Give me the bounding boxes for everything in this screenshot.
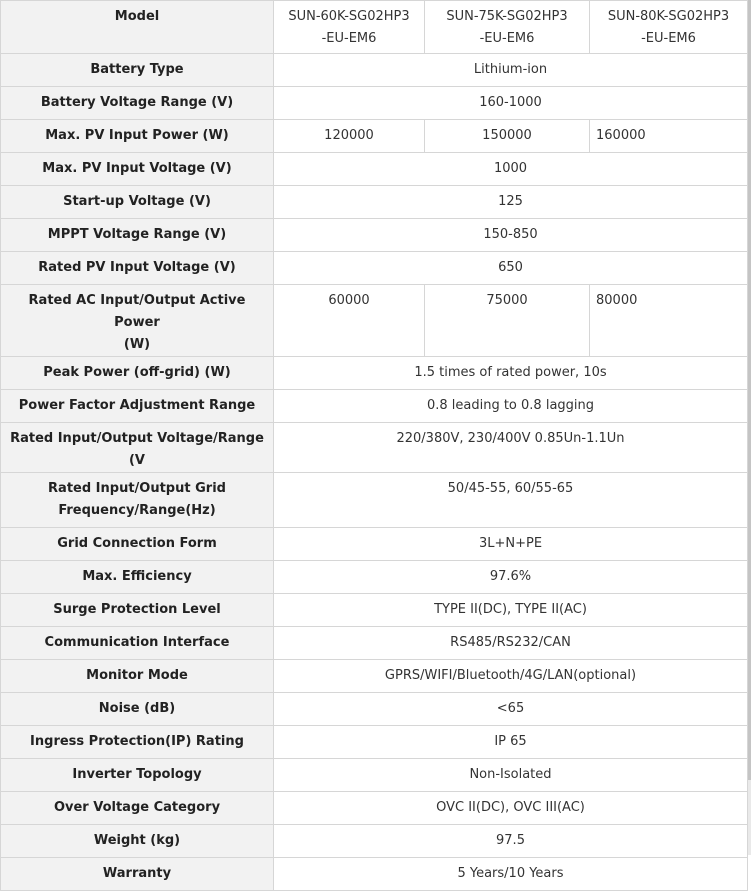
model-header-label: Model — [1, 1, 274, 54]
spec-value: 97.5 — [274, 825, 748, 858]
spec-value-model-1: 120000 — [274, 120, 425, 153]
spec-label: MPPT Voltage Range (V) — [1, 219, 274, 252]
table-row — [1, 792, 748, 825]
spec-label: Rated PV Input Voltage (V) — [1, 252, 274, 285]
spec-label: Communication Interface — [1, 627, 274, 660]
table-row — [1, 120, 748, 153]
spec-label: Rated AC Input/Output Active Power (W) — [1, 285, 274, 357]
table-row — [1, 87, 748, 120]
spec-label: Battery Type — [1, 54, 274, 87]
table-row — [1, 726, 748, 759]
spec-label: Grid Connection Form — [1, 528, 274, 561]
spec-value: 1.5 times of rated power, 10s — [274, 357, 748, 390]
table-row — [1, 219, 748, 252]
spec-label: Max. PV Input Voltage (V) — [1, 153, 274, 186]
spec-value: 150-850 — [274, 219, 748, 252]
spec-value-model-3: 80000 — [590, 285, 748, 357]
spec-value: 1000 — [274, 153, 748, 186]
spec-value: <65 — [274, 693, 748, 726]
spec-value: TYPE II(DC), TYPE II(AC) — [274, 594, 748, 627]
spec-label: Monitor Mode — [1, 660, 274, 693]
spec-value: 0.8 leading to 0.8 lagging — [274, 390, 748, 423]
spec-value-model-1: 60000 — [274, 285, 425, 357]
spec-label: Weight (kg) — [1, 825, 274, 858]
spec-label: Over Voltage Category — [1, 792, 274, 825]
table-row — [1, 627, 748, 660]
model-name-2: SUN-75K-SG02HP3 -EU-EM6 — [425, 1, 590, 54]
table-header-row — [1, 1, 748, 54]
table-row — [1, 473, 748, 528]
spec-value: 3L+N+PE — [274, 528, 748, 561]
spec-label: Max. Efficiency — [1, 561, 274, 594]
table-row — [1, 357, 748, 390]
table-row — [1, 759, 748, 792]
spec-label: Noise (dB) — [1, 693, 274, 726]
table-row — [1, 660, 748, 693]
spec-value: RS485/RS232/CAN — [274, 627, 748, 660]
table-row — [1, 561, 748, 594]
spec-value-model-3: 160000 — [590, 120, 748, 153]
table-row — [1, 390, 748, 423]
spec-value: OVC II(DC), OVC III(AC) — [274, 792, 748, 825]
table-row — [1, 528, 748, 561]
table-row — [1, 54, 748, 87]
spec-label: Peak Power (off-grid) (W) — [1, 357, 274, 390]
spec-value: 160-1000 — [274, 87, 748, 120]
table-row — [1, 285, 748, 357]
spec-label: Ingress Protection(IP) Rating — [1, 726, 274, 759]
spec-label: Warranty — [1, 858, 274, 891]
spec-label: Rated Input/Output Grid Frequency/Range(Hz) — [1, 473, 274, 528]
spec-label: Max. PV Input Power (W) — [1, 120, 274, 153]
spec-value: 220/380V, 230/400V 0.85Un-1.1Un — [274, 423, 748, 473]
table-row — [1, 153, 748, 186]
spec-label: Battery Voltage Range (V) — [1, 87, 274, 120]
table-row — [1, 858, 748, 891]
spec-value: GPRS/WIFI/Bluetooth/4G/LAN(optional) — [274, 660, 748, 693]
spec-value: Lithium-ion — [274, 54, 748, 87]
spec-label: Power Factor Adjustment Range — [1, 390, 274, 423]
spec-value-model-2: 150000 — [425, 120, 590, 153]
table-row — [1, 423, 748, 473]
spec-value: Non-Isolated — [274, 759, 748, 792]
spec-value-model-2: 75000 — [425, 285, 590, 357]
spec-value: 50/45-55, 60/55-65 — [274, 473, 748, 528]
table-row — [1, 693, 748, 726]
model-name-3: SUN-80K-SG02HP3 -EU-EM6 — [590, 1, 748, 54]
spec-value: 125 — [274, 186, 748, 219]
spec-label: Inverter Topology — [1, 759, 274, 792]
spec-value: 5 Years/10 Years — [274, 858, 748, 891]
table-row — [1, 594, 748, 627]
spec-value: IP 65 — [274, 726, 748, 759]
table-row — [1, 186, 748, 219]
spec-label: Start-up Voltage (V) — [1, 186, 274, 219]
spec-label: Rated Input/Output Voltage/Range (V — [1, 423, 274, 473]
table-row — [1, 825, 748, 858]
table-row — [1, 252, 748, 285]
spec-value: 97.6% — [274, 561, 748, 594]
spec-value: 650 — [274, 252, 748, 285]
model-name-1: SUN-60K-SG02HP3 -EU-EM6 — [274, 1, 425, 54]
spec-label: Surge Protection Level — [1, 594, 274, 627]
